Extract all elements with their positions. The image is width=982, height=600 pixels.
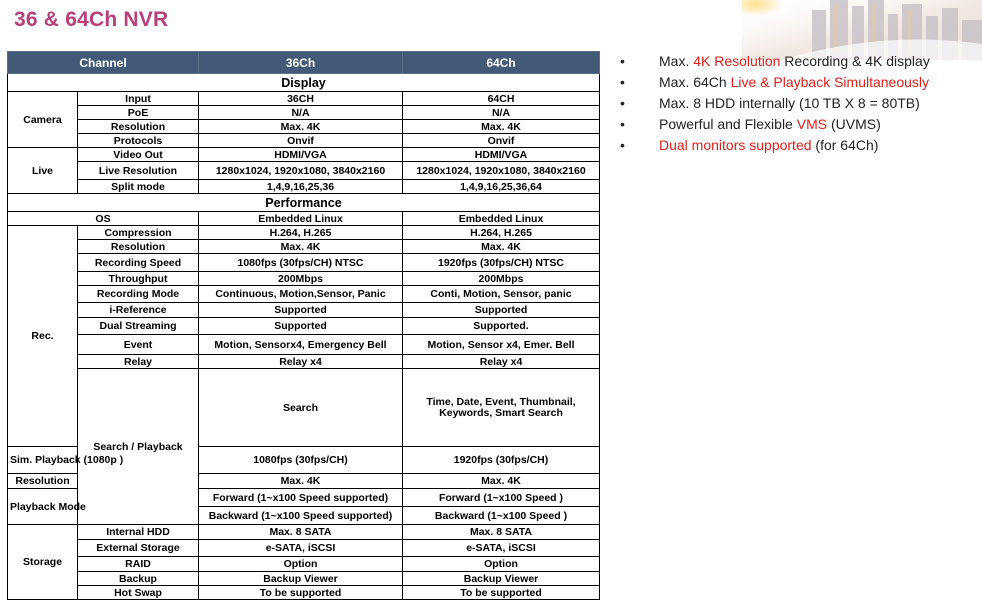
row-label: Compression (78, 226, 199, 240)
row-label: PoE (78, 106, 199, 120)
cell-64ch: HDMI/VGA (403, 148, 600, 162)
cell-64ch: Onvif (403, 134, 600, 148)
cell-64ch: e-SATA, iSCSI (403, 540, 600, 557)
row-label: Event (78, 335, 199, 355)
cell-36ch: Continuous, Motion,Sensor, Panic (199, 286, 403, 303)
cell-36ch: Embedded Linux (199, 212, 403, 226)
cell-64ch: Motion, Sensor x4, Emer. Bell (403, 335, 600, 355)
bullet-dot: • (620, 53, 625, 69)
cell-64ch: Max. 4K (403, 240, 600, 254)
row-label: Protocols (78, 134, 199, 148)
row-label: OS (8, 212, 199, 226)
cell-36ch: Backup Viewer (199, 572, 403, 586)
cell-36ch: To be supported (199, 586, 403, 600)
cell-64ch: Option (403, 557, 600, 572)
cell-64ch: Backup Viewer (403, 572, 600, 586)
group-storage: Storage (8, 525, 78, 600)
header-64ch: 64Ch (403, 52, 600, 74)
bullet-post: (for 64Ch) (811, 137, 879, 153)
cell-36ch: Relay x4 (199, 355, 403, 369)
row-label: Sim. Playback (1080p ) (8, 447, 78, 474)
cell-36ch: Backward (1~x100 Speed supported) (199, 507, 403, 525)
bullet-pre: Max. 8 HDD internally (10 TB X 8 = 80TB) (659, 95, 920, 111)
row-label: Search (199, 369, 403, 447)
bullet-highlight: 4K Resolution (693, 53, 781, 69)
cell-36ch: 36CH (199, 92, 403, 106)
row-label: Internal HDD (78, 525, 199, 540)
cell-36ch: Motion, Sensorx4, Emergency Bell (199, 335, 403, 355)
section-performance: Performance (8, 194, 600, 212)
bullet-dot: • (620, 116, 625, 132)
cell-36ch: Max. 4K (199, 474, 403, 489)
cell-36ch: N/A (199, 106, 403, 120)
cell-64ch: Conti, Motion, Sensor, panic (403, 286, 600, 303)
cell-36ch: Max. 8 SATA (199, 525, 403, 540)
bullet-item (620, 115, 965, 133)
cell-64ch: To be supported (403, 586, 600, 600)
bullet-dot: • (620, 74, 625, 90)
cell-64ch: Max. 4K (403, 120, 600, 134)
cell-64ch: Max. 8 SATA (403, 525, 600, 540)
page-title: 36 & 64Ch NVR (14, 8, 169, 31)
row-label: Resolution (8, 474, 78, 489)
cell-64ch: Backward (1~x100 Speed ) (403, 507, 600, 525)
cell-36ch: 1080fps (30fps/CH) (199, 447, 403, 474)
row-label: Live Resolution (78, 162, 199, 180)
bullet-pre: Powerful and Flexible (659, 116, 797, 132)
row-label: Recording Speed (78, 254, 199, 272)
row-label: Split mode (78, 180, 199, 194)
cell-64ch: 1,4,9,16,25,36,64 (403, 180, 600, 194)
bullet-item (620, 136, 965, 154)
cell-36ch: 200Mbps (199, 272, 403, 286)
cell-36ch: e-SATA, iSCSI (199, 540, 403, 557)
cell-64ch: Relay x4 (403, 355, 600, 369)
feature-bullets (620, 52, 965, 157)
bullet-dot: • (620, 95, 625, 111)
row-label: Dual Streaming (78, 318, 199, 335)
row-label: Resolution (78, 120, 199, 134)
cell-36ch: Max. 4K (199, 240, 403, 254)
cell-64ch: 1920fps (30fps/CH) (403, 447, 600, 474)
row-label: Throughput (78, 272, 199, 286)
bullet-item (620, 73, 965, 91)
cell-36ch: 1280x1024, 1920x1080, 3840x2160 (199, 162, 403, 180)
cell-64ch: 1280x1024, 1920x1080, 3840x2160 (403, 162, 600, 180)
row-label: RAID (78, 557, 199, 572)
row-label: Recording Mode (78, 286, 199, 303)
cell-36ch: Forward (1~x100 Speed supported) (199, 489, 403, 507)
bullet-highlight: Live & Playback Simultaneously (730, 74, 930, 90)
cell-36ch: H.264, H.265 (199, 226, 403, 240)
bullet-dot: • (620, 137, 625, 153)
bullet-pre: Max. 64Ch (659, 74, 731, 90)
cell-36ch: Supported (199, 318, 403, 335)
cell-64ch: H.264, H.265 (403, 226, 600, 240)
header-channel: Channel (8, 52, 199, 74)
cell-64ch: Embedded Linux (403, 212, 600, 226)
section-display: Display (8, 74, 600, 92)
group-rec: Rec. (8, 226, 78, 447)
header-36ch: 36Ch (199, 52, 403, 74)
cell-36ch: Option (199, 557, 403, 572)
bullet-highlight: Dual monitors supported (659, 137, 812, 153)
bullet-item (620, 94, 965, 112)
cell-36ch: 1080fps (30fps/CH) NTSC (199, 254, 403, 272)
row-label: Video Out (78, 148, 199, 162)
cell-64ch: 200Mbps (403, 272, 600, 286)
group-camera: Camera (8, 92, 78, 148)
row-label: i-Reference (78, 303, 199, 318)
cell-64ch: N/A (403, 106, 600, 120)
row-label: Hot Swap (78, 586, 199, 600)
bullet-highlight: VMS (796, 116, 828, 132)
row-label: Relay (78, 355, 199, 369)
cell-64ch: 64CH (403, 92, 600, 106)
cell-36ch: Time, Date, Event, Thumbnail, Keywords, Smart Search (403, 369, 600, 447)
bullet-item (620, 52, 965, 70)
cell-64ch: 1920fps (30fps/CH) NTSC (403, 254, 600, 272)
row-label: Input (78, 92, 199, 106)
cell-64ch: Max. 4K (403, 474, 600, 489)
group-search-playback: Search / Playback (78, 369, 199, 525)
cell-36ch: HDMI/VGA (199, 148, 403, 162)
row-label: Backup (78, 572, 199, 586)
cell-64ch: Supported. (403, 318, 600, 335)
cell-64ch: Supported (403, 303, 600, 318)
spec-table (7, 51, 600, 600)
bullet-post: (UVMS) (827, 116, 881, 132)
cell-36ch: 1,4,9,16,25,36 (199, 180, 403, 194)
group-live: Live (8, 148, 78, 194)
row-label: External Storage (78, 540, 199, 557)
bullet-pre: Max. (659, 53, 694, 69)
cell-36ch: Supported (199, 303, 403, 318)
row-label: Resolution (78, 240, 199, 254)
row-label: Playback Mode (8, 489, 78, 525)
cell-36ch: Onvif (199, 134, 403, 148)
cell-36ch: Max. 4K (199, 120, 403, 134)
cell-64ch: Forward (1~x100 Speed ) (403, 489, 600, 507)
bullet-post: Recording & 4K display (780, 53, 930, 69)
city-skyline-decoration (742, 0, 982, 60)
